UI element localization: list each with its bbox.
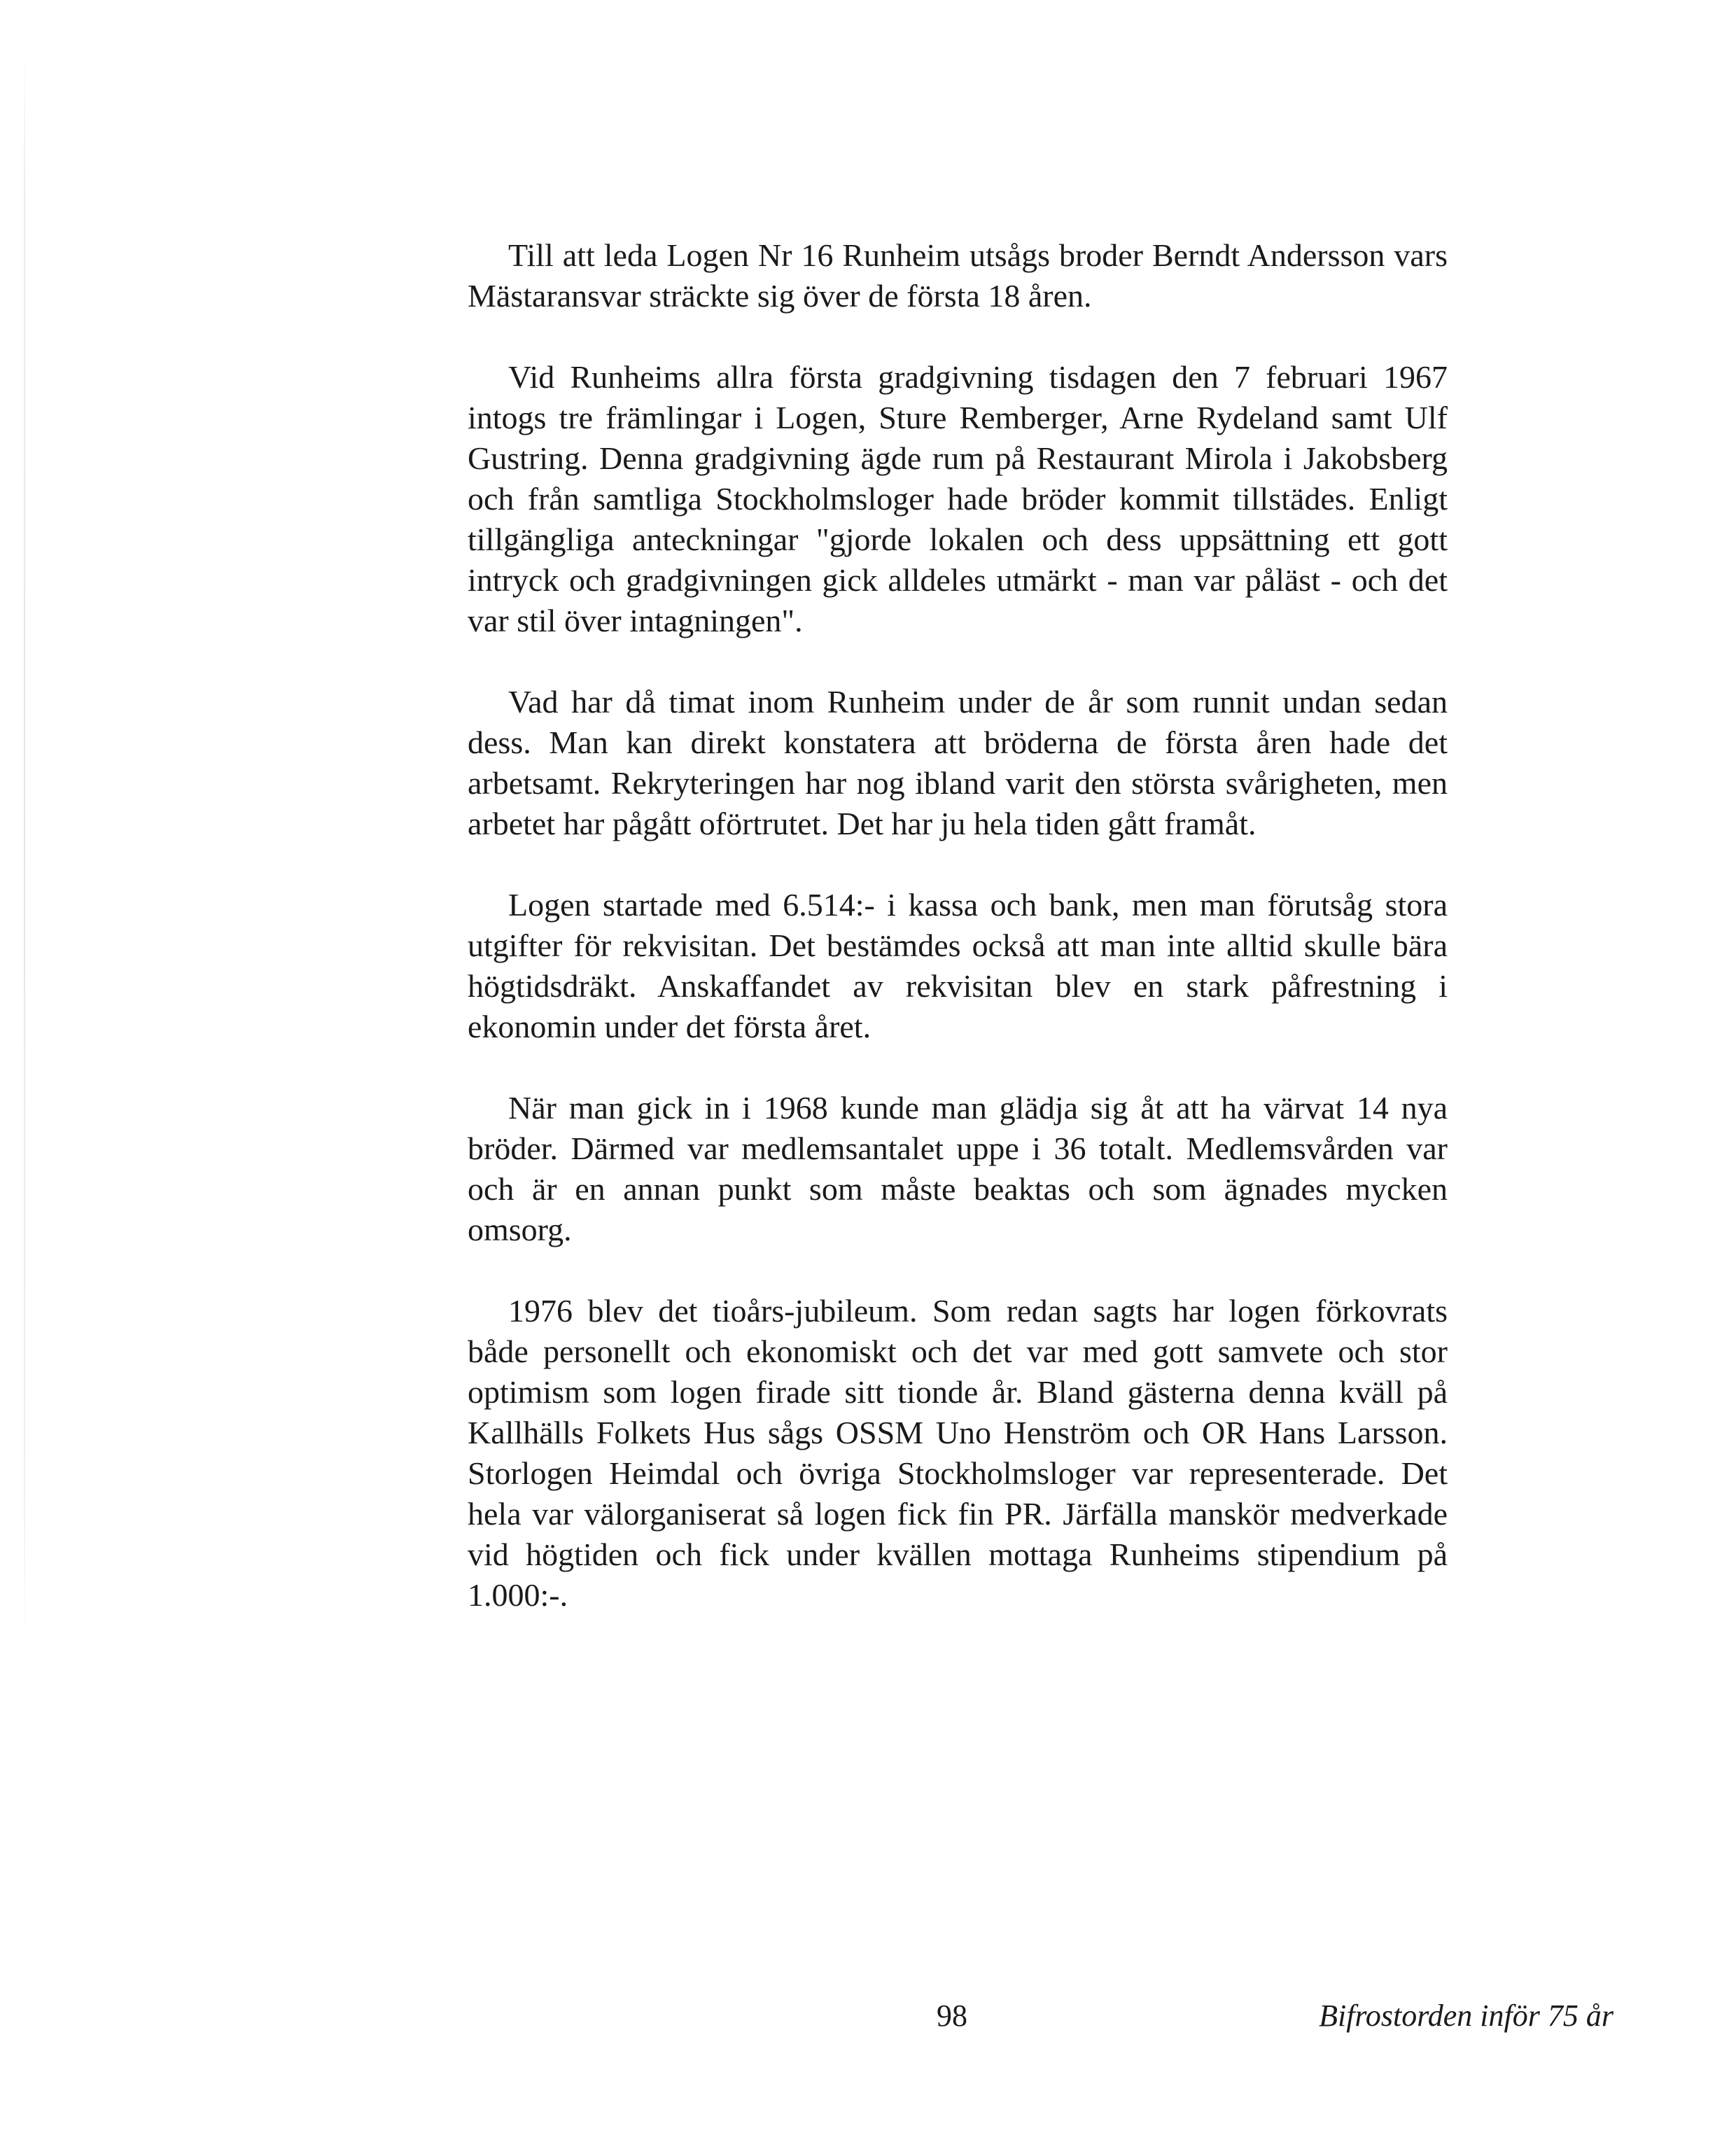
running-footer-title: Bifrostorden inför 75 år	[1319, 1998, 1614, 2033]
paragraph: Till att leda Logen Nr 16 Runheim utsågs broder Berndt Andersson vars Mästaransvar sträckte sig över de första 18 åren.	[468, 237, 1448, 314]
scan-edge-shadow	[24, 42, 25, 1652]
paragraph: När man gick in i 1968 kunde man glädja sig åt att ha värvat 14 nya bröder. Därmed var medlemsantalet uppe i 36 totalt. Medlemsvården var och är en annan punkt som måste beaktas och som ägnades mycken omsorg.	[468, 1090, 1448, 1247]
paragraph: Vad har då timat inom Runheim under de år som runnit undan sedan dess. Man kan direkt konstatera att bröderna de första åren hade det arbetsamt. Rekryteringen har nog ibland varit den största svårigheten, men arbetet har pågått oförtrutet. Det har ju hela tiden gått framåt.	[468, 684, 1448, 841]
page-number: 98	[937, 1998, 967, 2033]
paragraph: Logen startade med 6.514:- i kassa och bank, men man förutsåg stora utgifter för rekvisitan. Det bestämdes också att man inte alltid skulle bära högtidsdräkt. Anskaffandet av rekvisitan blev en stark påfrestning i ekonomin under det första året.	[468, 887, 1448, 1044]
body-text	[468, 235, 1448, 1656]
paragraph: Vid Runheims allra första gradgivning tisdagen den 7 februari 1967 intogs tre främlingar i Logen, Sture Remberger, Arne Rydeland samt Ulf Gustring. Denna gradgivning ägde rum på Restaurant Mirola i Jakobsberg och från samtliga Stockholmsloger hade bröder kommit tillstädes. Enligt tillgängliga anteckningar "gjorde lokalen och dess uppsättning ett gott intryck och gradgivningen gick alldeles utmärkt - man var påläst - och det var stil över intagningen".	[468, 359, 1448, 638]
paragraph: 1976 blev det tioårs-jubileum. Som redan sagts har logen förkovrats både personellt och ekonomiskt och det var med gott samvete och stor optimism som logen firade sitt tionde år. Bland gästerna denna kväll på Kallhälls Folkets Hus sågs OSSM Uno Henström och OR Hans Larsson. Storlogen Heimdal och övriga Stockholmsloger var representerade. Det hela var välorganiserat så logen fick fin PR. Järfälla manskör medverkade vid högtiden och fick under kvällen mottaga Runheims stipendium på 1.000:-.	[468, 1293, 1448, 1613]
